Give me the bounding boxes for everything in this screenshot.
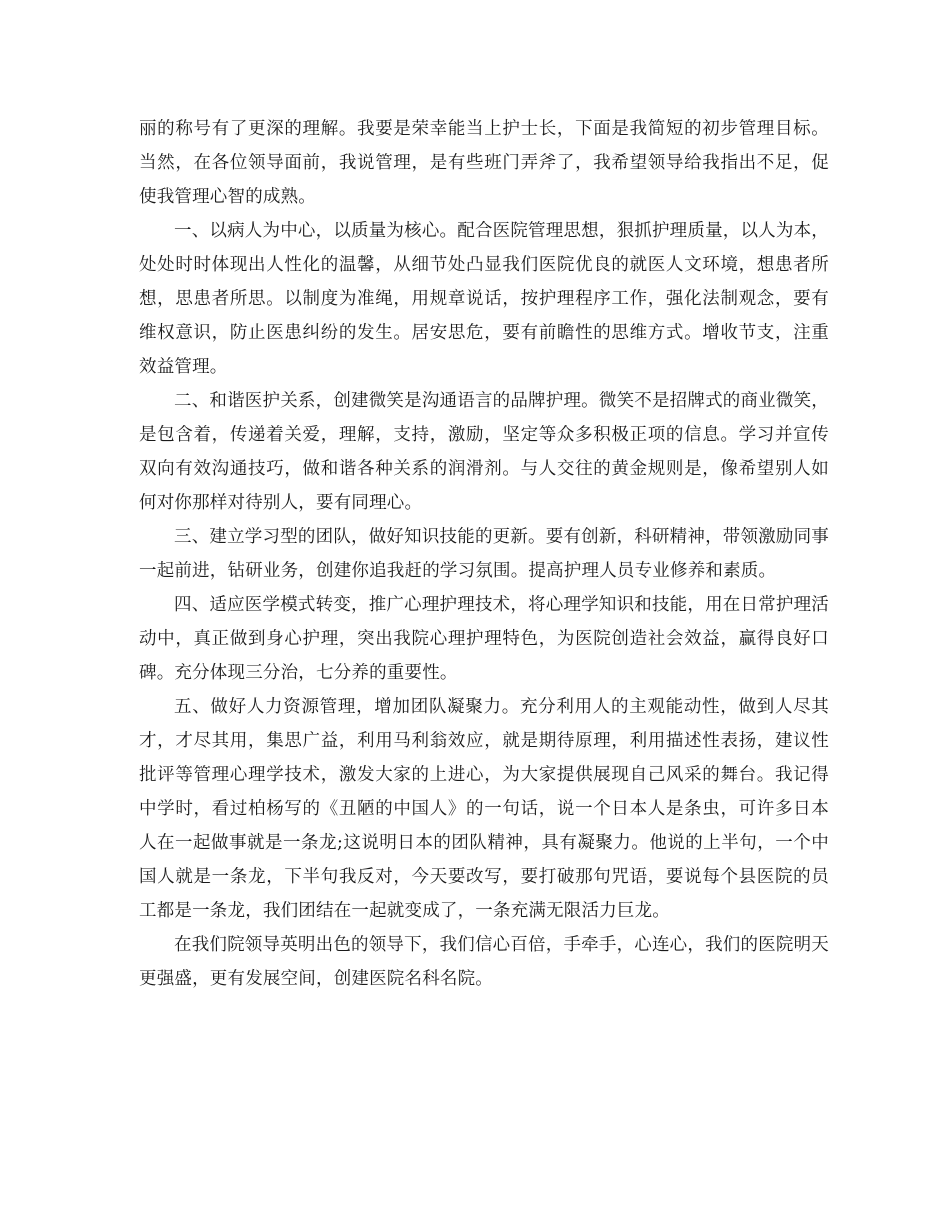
paragraph-intro: 丽的称号有了更深的理解。我要是荣幸能当上护士长，下面是我简短的初步管理目标。当然，在各位领导面前，我说管理，是有些班门弄斧了，我希望领导给我指出不足，促使我管理心智的成熟。 — [139, 119, 829, 207]
paragraph-point-4: 四、适应医学模式转变，推广心理护理技术，将心理学知识和技能，用在日常护理活动中，真正做到身心护理，突出我院心理护理特色，为医院创造社会效益，赢得良好口碑。充分体现三分治，七分养的重要性。 — [139, 595, 829, 683]
paragraph-point-3: 三、建立学习型的团队，做好知识技能的更新。要有创新，科研精神，带领激励同事一起前进，钻研业务，创建你追我赶的学习氛围。提高护理人员专业修养和素质。 — [139, 527, 829, 581]
paragraph-point-5: 五、做好人力资源管理，增加团队凝聚力。充分利用人的主观能动性，做到人尽其才，才尽其用，集思广益，利用马利翁效应，就是期待原理，利用描述性表扬，建议性批评等管理心理学技术，激发大家的上进心，为大家提供展现自己风采的舞台。我记得中学时，看过柏杨写的《丑陋的中国人》的一句话，说一个日本人是条虫，可许多日本人在一起做事就是一条龙;这说明日本的团队精神，具有凝聚力。他说的上半句，一个中国人就是一条龙，下半句我反对，今天要改写，要打破那句咒语，要说每个县医院的员工都是一条龙，我们团结在一起就变成了，一条充满无限活力巨龙。 — [139, 697, 829, 921]
document-body — [139, 112, 829, 996]
paragraph-point-1: 一、以病人为中心，以质量为核心。配合医院管理思想，狠抓护理质量，以人为本，处处时时体现出人性化的温馨，从细节处凸显我们医院优良的就医人文环境，想患者所想，思患者所思。以制度为准绳，用规章说话，按护理程序工作，强化法制观念，要有维权意识，防止医患纠纷的发生。居安思危，要有前瞻性的思维方式。增收节支，注重效益管理。 — [139, 221, 829, 377]
paragraph-closing: 在我们院领导英明出色的领导下，我们信心百倍，手牵手，心连心，我们的医院明天更强盛，更有发展空间，创建医院名科名院。 — [139, 935, 829, 989]
paragraph-point-2: 二、和谐医护关系，创建微笑是沟通语言的品牌护理。微笑不是招牌式的商业微笑，是包含着，传递着关爱，理解，支持，激励，坚定等众多积极正项的信息。学习并宣传双向有效沟通技巧，做和谐各种关系的润滑剂。与人交往的黄金规则是，像希望别人如何对你那样对待别人，要有同理心。 — [139, 391, 829, 513]
